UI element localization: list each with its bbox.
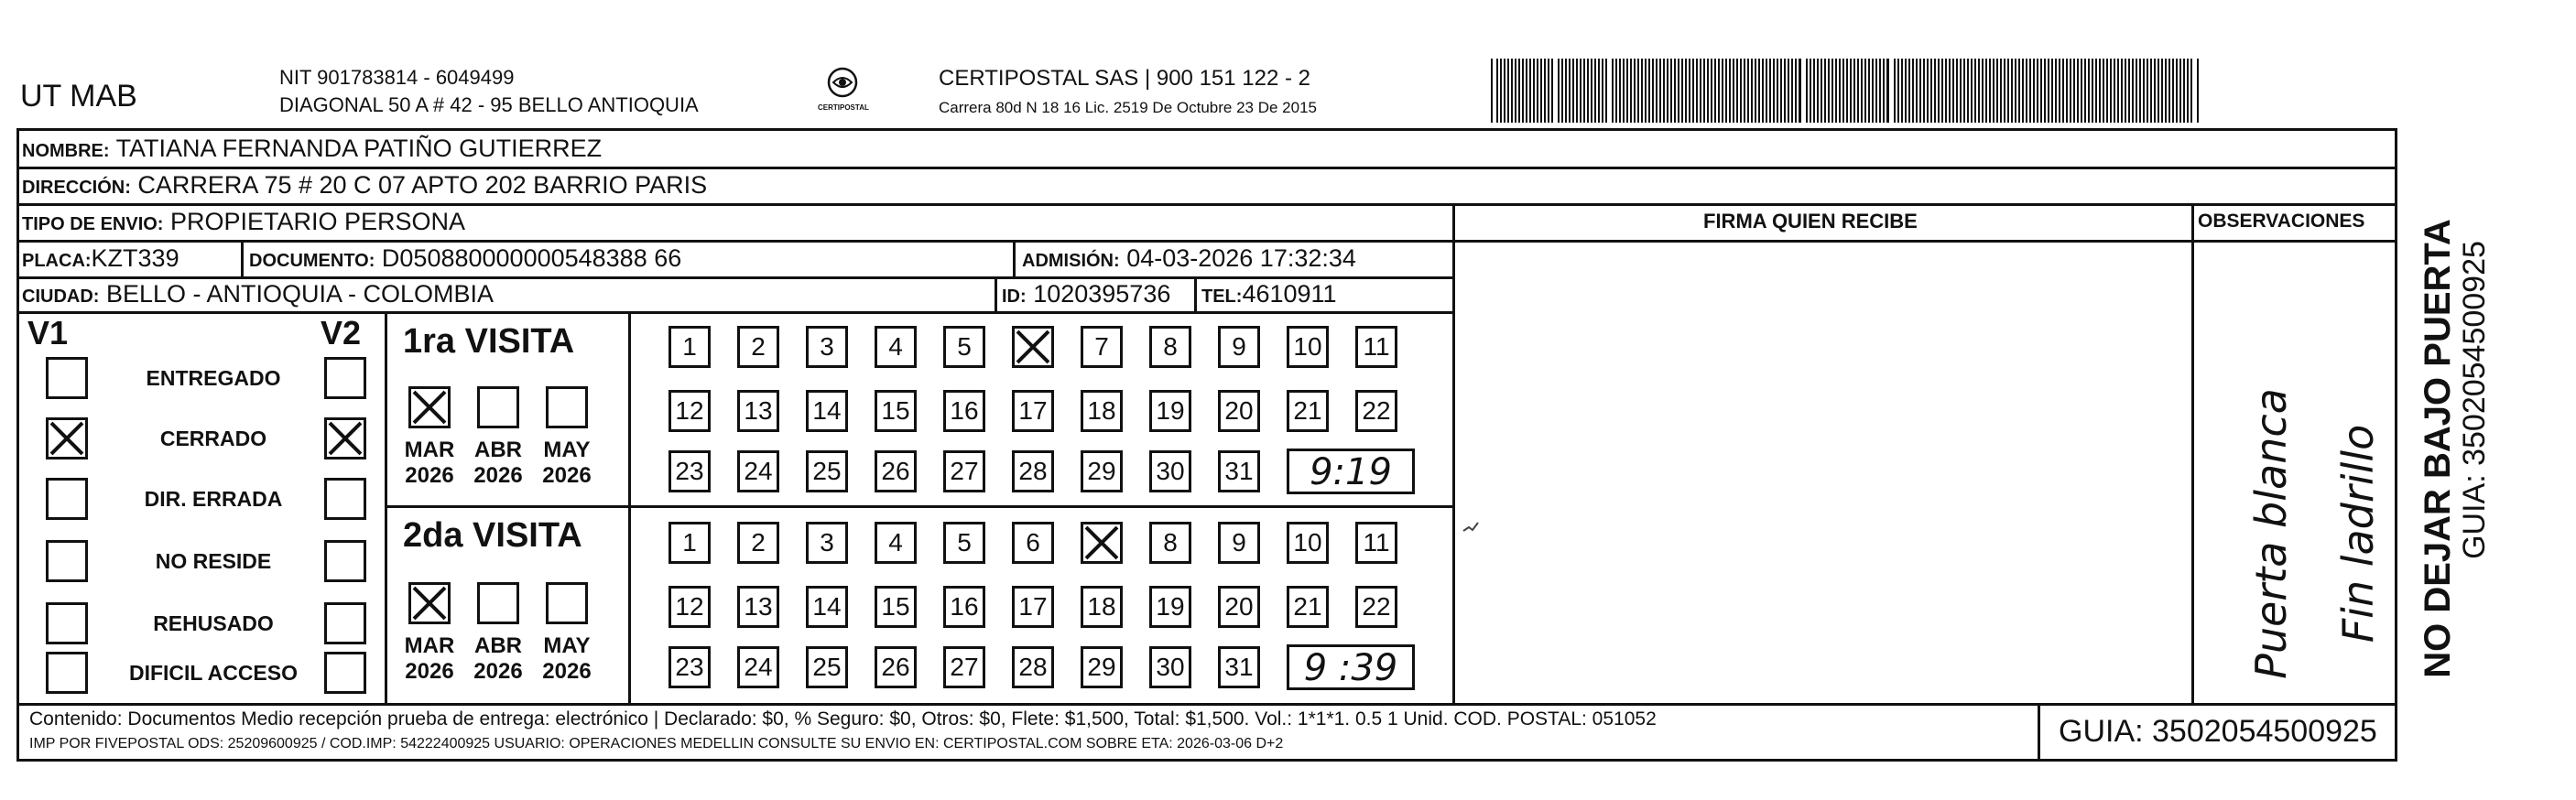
company-name: UT MAB [20,79,137,114]
observacion-hand-1: Puerta blanca [2246,388,2296,679]
day-box[interactable]: 10 [1287,326,1329,368]
ciudad-value: BELLO - ANTIOQUIA - COLOMBIA [105,280,495,308]
ciudad-label: CIUDAD: [22,286,100,307]
address-text: DIAGONAL 50 A # 42 - 95 BELLO ANTIOQUIA [279,93,699,116]
day-box[interactable]: 10 [1287,522,1329,564]
v1-checkbox[interactable] [46,602,88,644]
direccion-value: CARRERA 75 # 20 C 07 APTO 202 BARRIO PARIS [137,171,708,199]
v1-checkbox[interactable] [46,652,88,694]
month-checkbox[interactable] [546,582,588,624]
day-box[interactable]: 13 [737,390,779,432]
day-box[interactable]: 2 [737,326,779,368]
v1-checkbox[interactable] [46,478,88,520]
license-text: Carrera 80d N 18 16 Lic. 2519 De Octubre 23 De 2015 [939,99,1317,116]
v2-checkbox[interactable] [324,602,366,644]
divider [1194,276,1197,311]
divider [16,240,2397,243]
barcode [1491,59,2205,123]
month-year: 2026 [542,462,592,488]
month-name: MAR [404,633,455,658]
month-label [397,438,462,488]
month-name: ABR [474,633,522,658]
day-box[interactable]: 21 [1287,390,1329,432]
divider [2191,203,2194,703]
month-checkbox[interactable] [408,386,451,428]
day-box[interactable]: 4 [875,522,917,564]
nombre-value: TATIANA FERNANDA PATIÑO GUTIERREZ [115,135,603,162]
divider [1013,240,1016,276]
firma-header: FIRMA QUIEN RECIBE [1703,210,1918,232]
month-label [397,633,462,684]
day-box[interactable]: 30 [1149,646,1191,688]
divider [16,703,2397,706]
month-label [466,438,530,488]
day-box[interactable]: 11 [1355,326,1397,368]
day-box[interactable]: 3 [806,326,848,368]
v1-checkbox[interactable] [46,417,88,459]
footer-line2: IMP POR FIVEPOSTAL ODS: 25209600925 / COD.IMP: 54222400925 USUARIO: OPERACIONES MEDELLIN CONSULTE SU ENVIO EN: CERTIPOSTAL.COM SOBRE ETA: 2026-03-06 D+2 [29,736,1284,751]
nit-text: NIT 901783814 - 6049499 [279,66,515,89]
day-box[interactable]: 28 [1012,450,1054,492]
day-box[interactable]: 6 [1012,522,1054,564]
month-year: 2026 [405,658,454,684]
status-label: REHUSADO [153,611,274,635]
day-box[interactable]: 29 [1081,450,1123,492]
month-year: 2026 [405,462,454,488]
status-label: CERRADO [159,427,267,450]
day-box[interactable]: 2 [737,522,779,564]
day-box[interactable]: 1 [668,522,711,564]
day-box[interactable]: 15 [875,586,917,628]
day-box[interactable]: 17 [1012,586,1054,628]
certipostal-logo-icon [810,64,875,119]
day-box[interactable]: 5 [943,522,985,564]
day-box[interactable]: 30 [1149,450,1191,492]
placa-label: PLACA: [22,251,92,271]
tipo-value: PROPIETARIO PERSONA [169,208,466,235]
day-box[interactable]: 23 [668,450,711,492]
placa-value: KZT339 [91,244,179,272]
footer-guia: GUIA: 3502054500925 [2059,714,2377,749]
day-box[interactable]: 12 [668,586,711,628]
month-label [535,633,599,684]
v2-checkbox[interactable] [324,652,366,694]
day-box[interactable]: 27 [943,450,985,492]
tipo-label: TIPO DE ENVIO: [22,214,164,234]
month-label [466,633,530,684]
documento-value: D050880000000548388 66 [381,244,682,272]
day-box[interactable]: 31 [1218,646,1260,688]
day-box[interactable] [1081,522,1123,564]
day-box[interactable]: 7 [1081,326,1123,368]
status-label: DIFICIL ACCESO [128,661,298,685]
month-checkbox[interactable] [408,582,451,624]
month-name: MAY [543,633,591,658]
day-box[interactable]: 19 [1149,586,1191,628]
day-box[interactable]: 1 [668,326,711,368]
day-box[interactable]: 22 [1355,390,1397,432]
divider [995,276,997,311]
time-box[interactable]: 9:19 [1287,449,1415,494]
status-label: DIR. ERRADA [144,487,283,511]
month-name: MAY [543,438,591,462]
month-year: 2026 [473,462,523,488]
day-box[interactable]: 26 [875,646,917,688]
time-box[interactable]: 9 :39 [1287,644,1415,690]
v1-label: V1 [27,314,69,351]
day-box[interactable]: 12 [668,390,711,432]
v2-checkbox[interactable] [324,357,366,399]
divider [1452,203,1455,703]
side-warning: NO DEJAR BAJO PUERTA [2418,219,2458,678]
day-box[interactable]: 22 [1355,586,1397,628]
day-box[interactable]: 21 [1287,586,1329,628]
day-box[interactable]: 18 [1081,586,1123,628]
divider [16,311,1454,314]
month-checkbox[interactable] [477,582,519,624]
nombre-label: NOMBRE: [22,141,110,161]
direccion-label: DIRECCIÓN: [22,178,131,198]
day-box[interactable]: 8 [1149,522,1191,564]
divider [16,276,1454,279]
v1-checkbox[interactable] [46,357,88,399]
day-box[interactable]: 25 [806,646,848,688]
v2-checkbox[interactable] [324,540,366,582]
day-box[interactable]: 19 [1149,390,1191,432]
day-box[interactable]: 8 [1149,326,1191,368]
observacion-hand-2: Fin ladrillo [2333,424,2383,643]
day-box[interactable]: 15 [875,390,917,432]
day-box[interactable]: 11 [1355,522,1397,564]
v2-checkbox[interactable] [324,417,366,459]
day-box[interactable]: 9 [1218,522,1260,564]
day-box[interactable]: 20 [1218,390,1260,432]
day-box[interactable]: 3 [806,522,848,564]
day-box[interactable]: 24 [737,450,779,492]
tel-value: 4610911 [1242,280,1337,308]
day-box[interactable]: 29 [1081,646,1123,688]
id-value: 1020395736 [1033,280,1171,308]
day-box[interactable]: 14 [806,586,848,628]
month-year: 2026 [473,658,523,684]
day-box[interactable]: 17 [1012,390,1054,432]
day-box[interactable]: 16 [943,586,985,628]
divider [241,240,244,276]
month-year: 2026 [542,658,592,684]
day-box[interactable]: 26 [875,450,917,492]
day-box[interactable]: 14 [806,390,848,432]
day-box[interactable]: 16 [943,390,985,432]
day-box[interactable]: 18 [1081,390,1123,432]
v1-checkbox[interactable] [46,540,88,582]
day-box[interactable]: 28 [1012,646,1054,688]
month-checkbox[interactable] [546,386,588,428]
day-box[interactable]: 31 [1218,450,1260,492]
month-name: ABR [474,438,522,462]
month-label [535,438,599,488]
visit1-title: 1ra VISITA [403,322,575,361]
logo-text: CERTIPOSTAL [818,103,869,112]
day-box[interactable]: 24 [737,646,779,688]
footer-line1: Contenido: Documentos Medio recepción prueba de entrega: electrónico | Declarado: $0, % Seguro: $0, Otros: $0, Flete: $1,500, Total: $1,500. Vol.: 1*1*1. 0.5 1 Unid. COD. POSTAL: 051052 [29,708,1657,730]
tel-label: TEL: [1201,286,1243,307]
divider [16,203,2397,206]
v2-checkbox[interactable] [324,478,366,520]
divider [385,505,1454,508]
day-box[interactable]: 4 [875,326,917,368]
day-box[interactable]: 20 [1218,586,1260,628]
day-box[interactable]: 13 [737,586,779,628]
status-label: ENTREGADO [146,366,281,390]
visit2-title: 2da VISITA [403,516,582,555]
day-box[interactable]: 27 [943,646,985,688]
admision-value: 04-03-2026 17:32:34 [1126,244,1356,272]
month-name: MAR [404,438,455,462]
divider [16,167,2397,169]
admision-label: ADMISIÓN: [1022,251,1120,271]
signature-mark [1460,513,1487,540]
day-box[interactable]: 23 [668,646,711,688]
day-box[interactable]: 25 [806,450,848,492]
id-label: ID: [1002,286,1027,307]
month-checkbox[interactable] [477,386,519,428]
day-box[interactable]: 5 [943,326,985,368]
day-box[interactable] [1012,326,1054,368]
company2-text: CERTIPOSTAL SAS | 900 151 122 - 2 [939,66,1310,91]
v2-label: V2 [321,314,362,351]
day-box[interactable]: 9 [1218,326,1260,368]
divider [2038,703,2040,762]
observaciones-header: OBSERVACIONES [2198,211,2365,232]
status-label: NO RESIDE [155,549,272,573]
side-guia: GUIA: 3502054500925 [2457,241,2492,559]
documento-label: DOCUMENTO: [249,251,375,271]
